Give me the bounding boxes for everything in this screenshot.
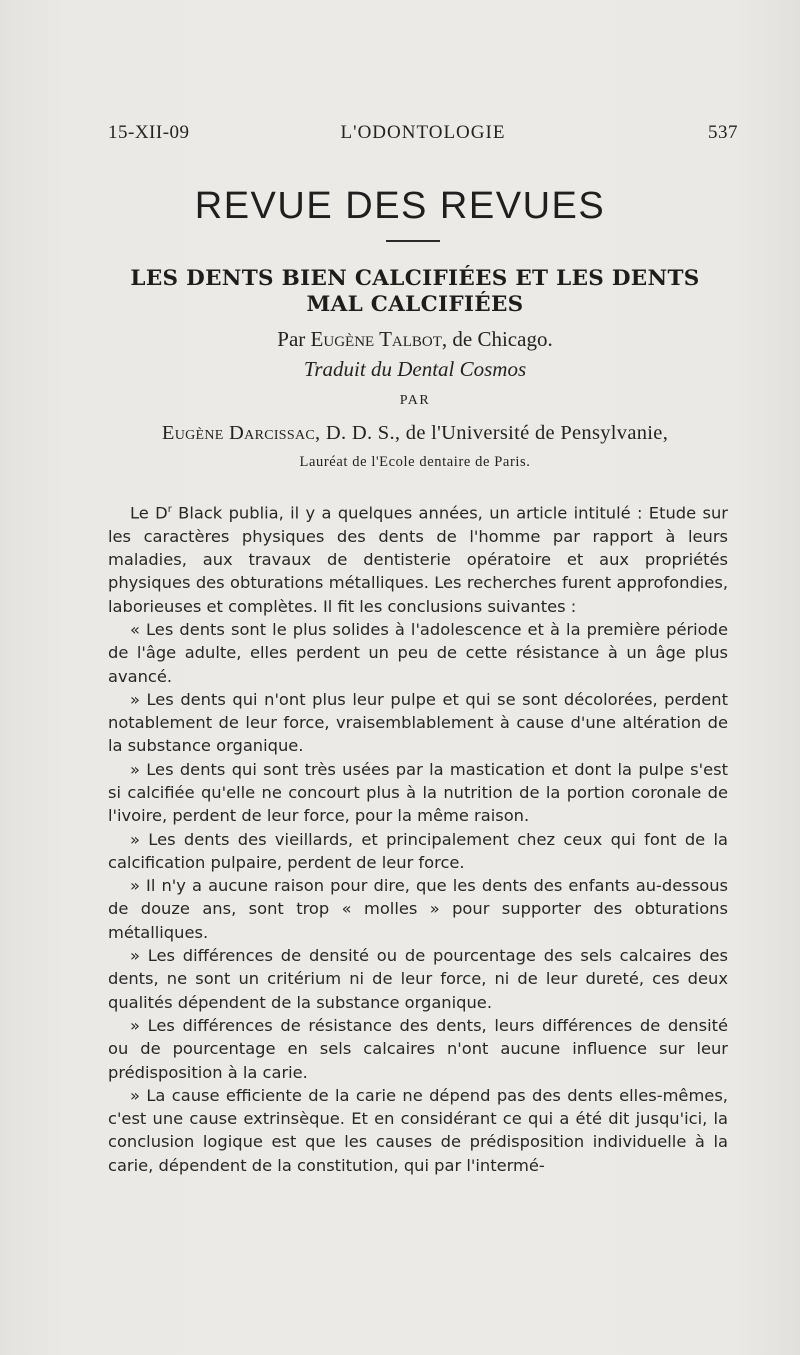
running-header (108, 122, 738, 148)
header-page-number: 537 (708, 122, 738, 143)
translation-source: Traduit du Dental Cosmos (303, 357, 527, 381)
translator-title: Lauréat de l'Ecole dentaire de Paris. (299, 454, 531, 470)
p1-superscript: r (167, 504, 172, 515)
par-label: PAR (399, 393, 431, 408)
article-byline (100, 327, 730, 352)
header-journal-title: L'ODONTOLOGIE (340, 122, 506, 143)
byline-prefix: Par (277, 327, 311, 351)
p1-start: Le D (130, 503, 168, 523)
translator-line (100, 422, 730, 445)
section-title: REVUE DES REVUES (194, 185, 606, 227)
translator-name: Eugène Darcissac (161, 422, 316, 444)
p1-rest: Black publia, il y a quelques années, un article intitulé : Etude sur les caractères physiques des dents de l'homme par rapport à leurs maladies, aux travaux de dentisterie opératoire et aux propriétés physiques des obturations métalliques. Les recherches furent approfondies, laborieuses et complètes. Il fit les conclusions suivantes : (108, 503, 729, 616)
paragraph-6: » Il n'y a aucune raison pour dire, que les dents des enfants au-dessous de douze ans, sont trop « molles » pour supporter des obturations métalliques. (108, 876, 728, 942)
paragraph-8: » Les différences de résistance des dents, leurs différences de densité ou de pourcentage en sels calcaires n'ont aucune influence sur leur prédisposition à la carie. (108, 1015, 728, 1082)
paragraph-5: » Les dents des vieillards, et principalement chez ceux qui font de la calcification pulpaire, perdent de leur force. (108, 829, 728, 872)
paragraph-9: » La cause efficiente de la carie ne dépend pas des dents elles-mêmes, c'est une cause extrinsèque. Et en considérant ce qui a été dit jusqu'ici, la conclusion logique est que les causes de prédisposition individuelle à la carie, dépendent de la constitution, qui par l'intermé- (108, 1085, 728, 1175)
paragraph-2: « Les dents sont le plus solides à l'adolescence et à la première période de l'âge adulte, elles perdent un peu de cette résistance à un âge plus avancé. (108, 619, 728, 686)
author-location: , de Chicago. (441, 327, 553, 351)
paragraph-1 (108, 498, 728, 618)
title-divider (386, 240, 440, 242)
article-title: LES DENTS BIEN CALCIFIÉES ET LES DENTS MAL CALCIFIÉES (130, 266, 700, 317)
paragraph-4: » Les dents qui sont très usées par la mastication et dont la pulpe s'est si calcifiée qu'elle ne concourt plus à la nutrition de la portion coronale de l'ivoire, perdent de leur force, pour la même raison. (108, 759, 728, 826)
translator-credentials: , D. D. S., de l'Université de Pensylvanie, (315, 422, 669, 444)
author-name: Eugène Talbot (310, 327, 442, 351)
article-body (108, 498, 728, 1177)
paragraph-7: » Les différences de densité ou de pourcentage des sels calcaires des dents, ne sont un critérium ni de leur force, ni de leur dureté, ces deux qualités dépendent de la substance organique. (108, 946, 728, 1012)
header-date: 15-XII-09 (108, 122, 190, 143)
paragraph-3: » Les dents qui n'ont plus leur pulpe et qui se sont décolorées, perdent notablement de leur force, vraisemblablement à cause d'une altération de la substance organique. (108, 689, 728, 756)
